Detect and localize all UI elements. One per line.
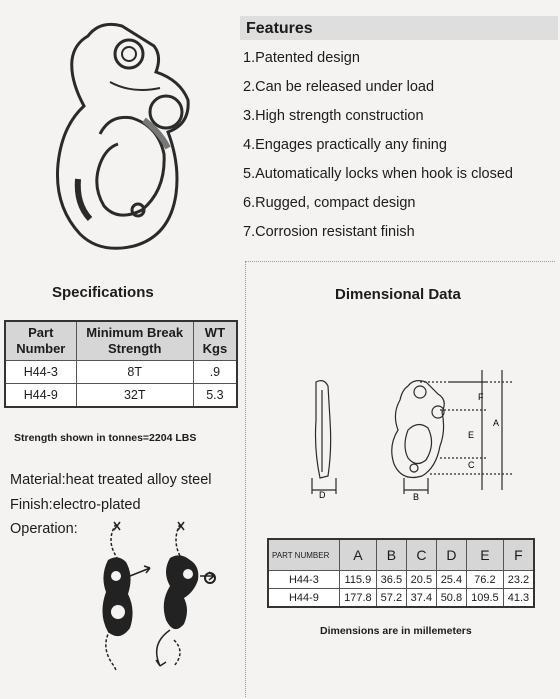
operation-label: Operation: xyxy=(10,521,78,537)
features-list xyxy=(243,48,513,251)
feature-item: 1.Patented design xyxy=(243,50,360,66)
dim-cell: 177.8 xyxy=(339,589,376,608)
spec-header: Part Number xyxy=(5,321,76,361)
dim-header: B xyxy=(376,539,406,571)
dim-cell: 20.5 xyxy=(406,571,436,589)
feature-item: 6.Rugged, compact design xyxy=(243,195,416,211)
spec-cell: 32T xyxy=(76,384,193,408)
dim-header: D xyxy=(436,539,466,571)
spec-cell: 8T xyxy=(76,361,193,384)
table-row xyxy=(5,384,237,408)
dimensions-note: Dimensions are in millemeters xyxy=(320,625,472,637)
dim-header: C xyxy=(406,539,436,571)
dim-cell: H44-9 xyxy=(268,589,339,608)
dim-cell: 23.2 xyxy=(503,571,534,589)
dim-header: PART NUMBER xyxy=(268,539,339,571)
table-row xyxy=(268,571,534,589)
strength-note: Strength shown in tonnes=2204 LBS xyxy=(14,432,197,444)
dim-label-a: A xyxy=(493,418,500,428)
table-row xyxy=(5,361,237,384)
spec-cell: H44-3 xyxy=(5,361,76,384)
dim-label-f: F xyxy=(478,392,484,402)
section-divider xyxy=(245,261,555,262)
operation-illustration xyxy=(90,520,240,680)
spec-header: Minimum Break Strength xyxy=(76,321,193,361)
material-line: Material:heat treated alloy steel xyxy=(10,472,212,488)
specifications-heading: Specifications xyxy=(52,284,154,301)
dim-cell: 76.2 xyxy=(466,571,503,589)
dimensions-table xyxy=(267,538,535,608)
dim-label-e: E xyxy=(468,430,475,440)
dim-cell: 36.5 xyxy=(376,571,406,589)
dimensional-heading: Dimensional Data xyxy=(335,286,461,303)
feature-item: 3.High strength construction xyxy=(243,108,424,124)
feature-item: 4.Engages practically any fining xyxy=(243,137,447,153)
dim-label-d: D xyxy=(319,490,326,500)
spec-header: WT Kgs xyxy=(193,321,237,361)
dim-cell: 41.3 xyxy=(503,589,534,608)
feature-item: 5.Automatically locks when hook is closed xyxy=(243,166,513,182)
dimensional-diagram xyxy=(290,360,520,510)
dim-cell: 57.2 xyxy=(376,589,406,608)
dim-cell: 115.9 xyxy=(339,571,376,589)
dim-cell: 37.4 xyxy=(406,589,436,608)
dim-label-c: C xyxy=(468,460,475,470)
dim-cell: 25.4 xyxy=(436,571,466,589)
spec-cell: H44-9 xyxy=(5,384,76,408)
feature-item: 2.Can be released under load xyxy=(243,79,435,95)
table-row xyxy=(268,589,534,608)
features-heading: Features xyxy=(240,16,558,40)
dim-cell: 50.8 xyxy=(436,589,466,608)
dim-header: A xyxy=(339,539,376,571)
specifications-table xyxy=(4,320,238,408)
spec-cell: 5.3 xyxy=(193,384,237,408)
spec-cell: .9 xyxy=(193,361,237,384)
dim-cell: 109.5 xyxy=(466,589,503,608)
dim-cell: H44-3 xyxy=(268,571,339,589)
dim-header: F xyxy=(503,539,534,571)
hook-illustration xyxy=(40,14,215,259)
section-divider xyxy=(245,261,246,697)
dim-label-b: B xyxy=(413,492,420,502)
finish-line: Finish:electro-plated xyxy=(10,497,141,513)
dim-header: E xyxy=(466,539,503,571)
feature-item: 7.Corrosion resistant finish xyxy=(243,224,415,240)
